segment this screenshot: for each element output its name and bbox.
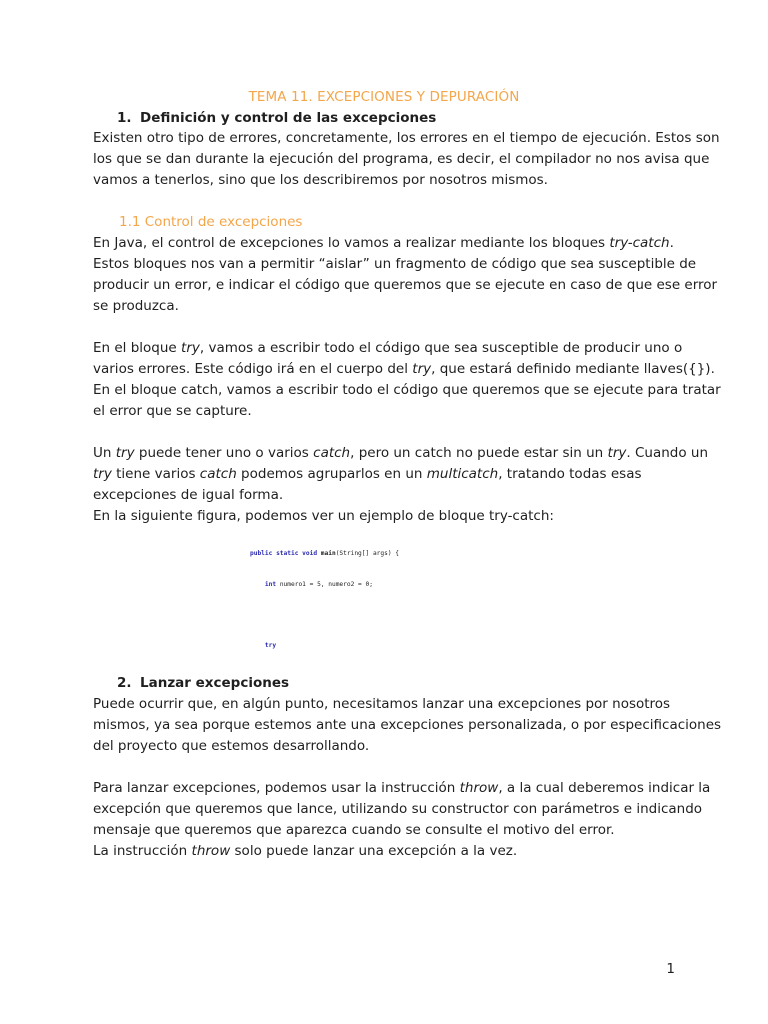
paragraph-line: En el bloque try, vamos a escribir todo el código que sea susceptible de producir uno o: [93, 340, 683, 356]
section-2-paragraph-1: [93, 694, 722, 757]
paragraph-line: En la siguiente figura, podemos ver un ejemplo de bloque try-catch:: [93, 508, 554, 524]
paragraph-line: Para lanzar excepciones, podemos usar la instrucción throw, a la cual deberemos indicar la: [93, 780, 711, 796]
page-number: 1: [666, 961, 675, 977]
paragraph-line: Un try puede tener uno o varios catch, pero un catch no puede estar sin un try. Cuando un: [93, 445, 709, 461]
section-1-heading-text: Definición y control de las excepciones: [140, 110, 437, 126]
paragraph-line: se produzca.: [93, 298, 179, 314]
paragraph-line: el error que se capture.: [93, 403, 252, 419]
paragraph-line: los que se dan durante la ejecución del programa, es decir, el compilador no nos avisa que: [93, 151, 710, 167]
section-2-paragraph-2: [93, 778, 711, 862]
paragraph-line: vamos a tenerlos, sino que los describiremos por nosotros mismos.: [93, 172, 548, 188]
subsection-1-1-heading: 1.1 Control de excepciones: [119, 214, 303, 230]
code-line: try: [264, 642, 277, 650]
section-2-heading: [117, 673, 289, 694]
paragraph-line: Existen otro tipo de errores, concretamente, los errores en el tiempo de ejecución. Estos son: [93, 130, 720, 146]
paragraph-line: excepción que queremos que lance, utilizando su constructor con parámetros e indicando: [93, 801, 703, 817]
code-line: public static void main(String[] args) {: [250, 550, 400, 558]
paragraph-line: Estos bloques nos van a permitir “aislar” un fragmento de código que sea susceptible de: [93, 256, 697, 272]
paragraph-line: del proyecto que estemos desarrollando.: [93, 738, 370, 754]
section-2-number: 2.: [117, 675, 132, 691]
document-title: TEMA 11. EXCEPCIONES Y DEPURACIÓN: [248, 89, 520, 105]
paragraph-line: varios errores. Este código irá en el cuerpo del try, que estará definido mediante llaves({}).: [93, 361, 715, 377]
section-1-paragraph: [93, 128, 720, 191]
paragraph-line: Puede ocurrir que, en algún punto, necesitamos lanzar una excepciones por nosotros: [93, 696, 671, 712]
paragraph-line: La instrucción throw solo puede lanzar una excepción a la vez.: [93, 843, 518, 859]
paragraph-line: excepciones de igual forma.: [93, 487, 284, 503]
paragraph-line: try tiene varios catch podemos agruparlos en un multicatch, tratando todas esas: [93, 466, 642, 482]
section-1-heading: [117, 108, 436, 129]
section-2-heading-text: Lanzar excepciones: [140, 675, 290, 691]
paragraph-line: mensaje que queremos que aparezca cuando se consulte el motivo del error.: [93, 822, 615, 838]
code-line: int numero1 = 5, numero2 = 0;: [264, 581, 373, 588]
paragraph-line: En el bloque catch, vamos a escribir todo el código que queremos que se ejecute para tratar: [93, 382, 721, 398]
code-line: [250, 611, 500, 621]
paragraph-line: mismos, ya sea porque estemos ante una excepciones personalizada, o por especificaciones: [93, 717, 722, 733]
paragraph-line: En Java, el control de excepciones lo vamos a realizar mediante los bloques try-catch.: [93, 235, 674, 251]
section-1-number: 1.: [117, 110, 132, 126]
subsection-paragraph-3: [93, 443, 709, 527]
subsection-paragraph-1: [93, 233, 718, 317]
paragraph-line: producir un error, e indicar el código que queremos que se ejecute en caso de que ese error: [93, 277, 718, 293]
code-figure: [250, 529, 500, 669]
subsection-paragraph-2: [93, 338, 721, 422]
